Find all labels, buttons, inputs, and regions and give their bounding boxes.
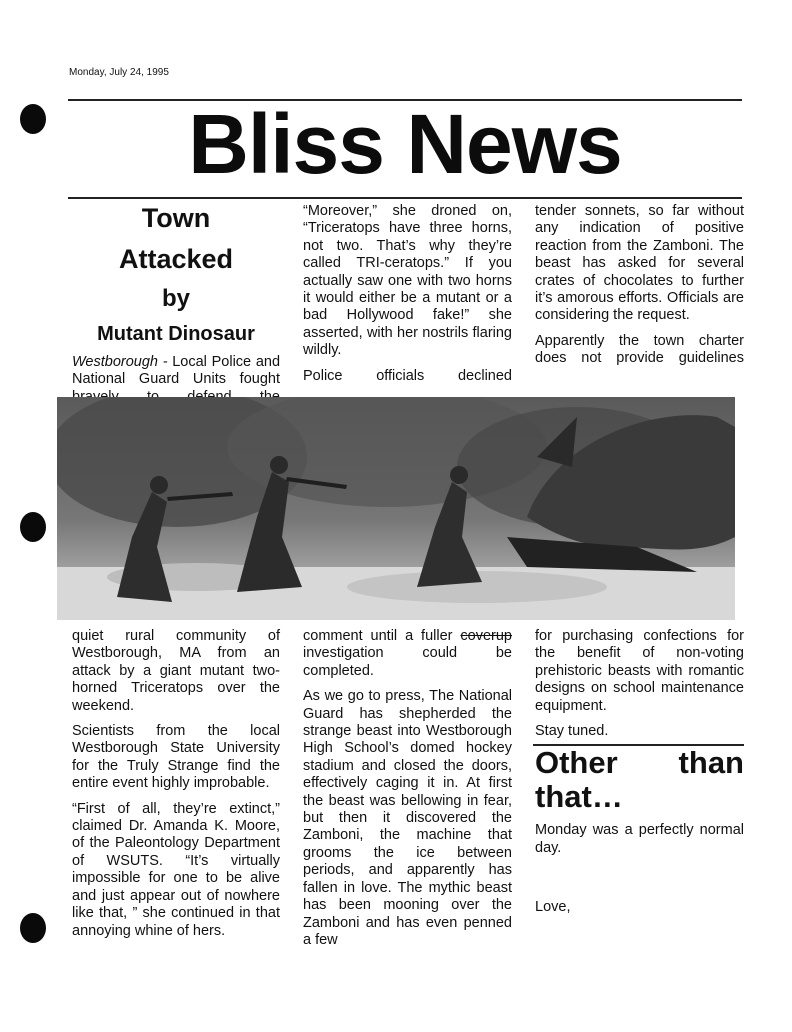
dinosaur-photo <box>57 397 735 620</box>
other-than-that-heading: Other than that… <box>535 745 744 815</box>
extinct-quote-paragraph: “First of all, they’re extinct,” claimed Dr. Amanda K. Moore, of the Paleontology Department of WSUTS. “It’s virtually impossible for one to be alive and just appear out of nowhere like that, ” she continued in that annoying whine of hers. <box>72 800 280 939</box>
charter-paragraph-start: Apparently the town charter does not provide guidelines <box>535 332 744 367</box>
dateline: Westborough - <box>72 354 168 370</box>
bottom-column-1 <box>72 628 280 948</box>
issue-date: Monday, July 24, 1995 <box>69 67 169 78</box>
comment-text-start: comment until a fuller <box>303 628 461 644</box>
headline-line-1: Town <box>141 203 211 233</box>
attack-paragraph: quiet rural community of Westborough, MA from an attack by a giant mutant two-horned Triceratops over the weekend. <box>72 628 280 714</box>
sonnets-paragraph: tender sonnets, so far without any indication of positive reaction from the Zamboni. The beast has asked for several crates of chocolates to further it’s amorous efforts. Officials are considering the request. <box>535 203 744 324</box>
top-column-2 <box>303 203 512 393</box>
quote-paragraph: “Moreover,” she droned on, “Triceratops have three horns, not two. That’s why they’re called TRI-ceratops.” If you actually saw one with two horns it would either be a mutant or a bad Hollywood fake!” she asserted, with her nostrils flaring wildly. <box>303 203 512 359</box>
spacer <box>535 865 744 899</box>
masthead-title: Bliss News <box>188 97 622 191</box>
comment-text-end: investigation could be completed. <box>303 645 512 679</box>
top-column-1 <box>72 202 280 414</box>
confections-paragraph: for purchasing confections for the benefit of non-voting prehistoric beasts with romantic designs on school maintenance equipment. <box>535 628 744 714</box>
stay-tuned: Stay tuned. <box>535 723 609 740</box>
sign-off: Love, <box>535 899 571 916</box>
normal-day-paragraph: Monday was a perfectly normal day. <box>535 822 744 856</box>
binder-hole-middle <box>20 512 46 542</box>
binder-hole-top <box>20 104 46 134</box>
binder-hole-bottom <box>20 913 46 943</box>
bottom-column-2 <box>303 628 512 957</box>
scientists-paragraph: Scientists from the local Westborough State University for the Truly Strange find the entire event highly improbable. <box>72 723 280 792</box>
top-column-3 <box>535 203 744 376</box>
comment-paragraph <box>303 628 512 680</box>
headline-line-2: Attacked <box>118 244 234 274</box>
headline-line-4: Mutant Dinosaur <box>97 323 255 345</box>
bottom-column-3 <box>535 628 744 925</box>
headline-line-3: by <box>161 285 190 312</box>
lead-text: Local Police and National Guard Units fought <box>72 354 281 388</box>
masthead-bottom-rule <box>68 197 742 199</box>
struck-word: coverup <box>460 628 512 644</box>
press-paragraph: As we go to press, The National Guard has shepherded the strange beast into Westborough High School’s domed hockey stadium and closed the doors, effectively caging it in. At first the beast was bellowing in fear, but then it discovered the Zamboni, the machine that grooms the ice between periods, and apparently has fallen in love. The mythic beast has been mooning over the Zamboni and has even penned a few <box>303 688 512 948</box>
police-paragraph-start: Police officials declined <box>303 367 512 384</box>
photo-image <box>57 397 735 620</box>
